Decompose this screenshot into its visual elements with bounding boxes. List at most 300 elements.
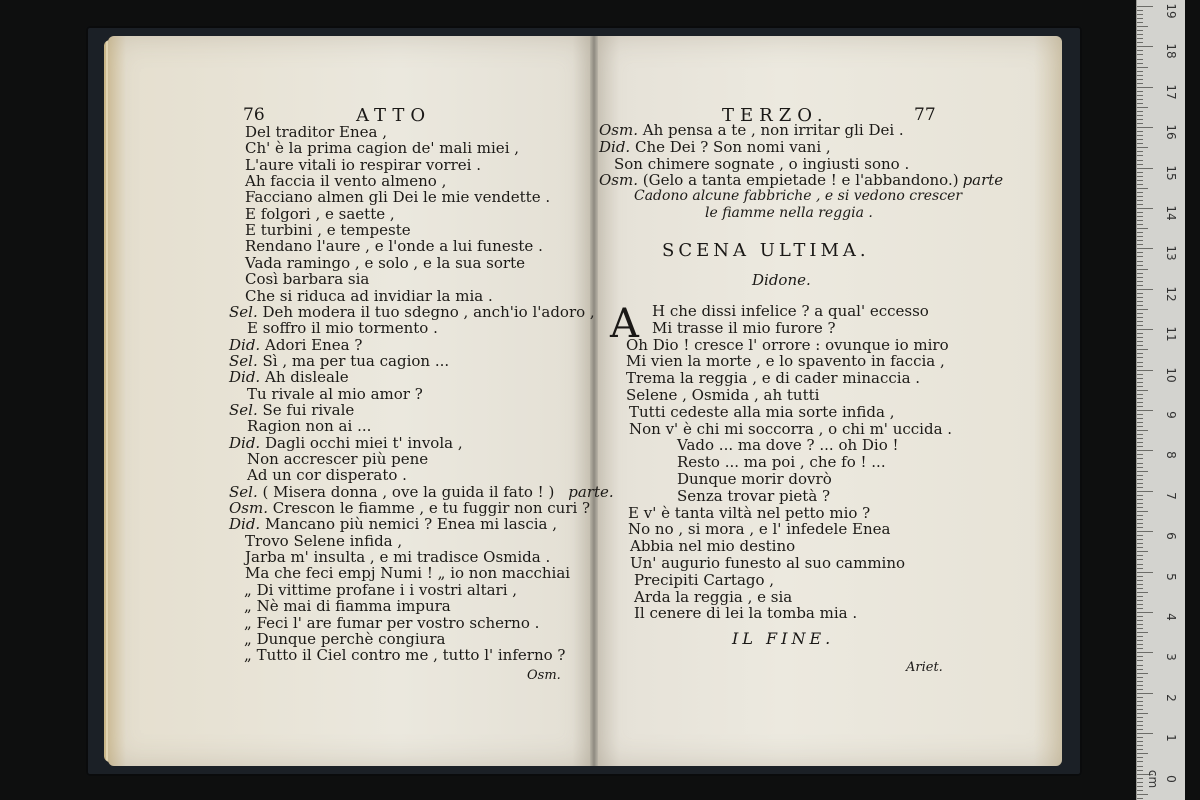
ruler-tick xyxy=(1137,749,1143,750)
verse-line: Oh Dio ! cresce l' orrore : ovunque io miro xyxy=(626,335,949,354)
ruler-tick xyxy=(1137,273,1143,274)
line-text: Tutto il Ciel contro me , tutto l' inferno ? xyxy=(256,646,566,665)
ruler-tick xyxy=(1137,386,1143,387)
ruler-tick xyxy=(1137,753,1148,754)
finis: IL FINE. xyxy=(732,629,835,648)
ruler-tick xyxy=(1137,669,1143,670)
ruler-number: 7 xyxy=(1164,491,1178,500)
ruler-tick xyxy=(1137,277,1143,278)
left-text-line xyxy=(245,173,446,189)
verse-line: Trema la reggia , e di cader minaccia . xyxy=(626,369,921,388)
ruler-tick xyxy=(1137,616,1143,617)
speaker-label: Osm. xyxy=(599,171,638,189)
left-text-line xyxy=(245,271,369,287)
ruler-tick xyxy=(1137,761,1143,762)
ruler-tick xyxy=(1137,71,1143,72)
ruler-tick xyxy=(1137,555,1143,556)
ruler-number: 8 xyxy=(1164,451,1178,460)
ruler-tick xyxy=(1137,374,1143,375)
left-text-line xyxy=(247,386,423,402)
ruler-tick xyxy=(1137,18,1143,19)
verse-line: Arda la reggia , e sia xyxy=(634,587,793,606)
ruler-tick xyxy=(1137,535,1143,536)
ruler-tick xyxy=(1137,422,1143,423)
left-text-line xyxy=(245,533,402,549)
left-running-head: ATTO xyxy=(356,105,432,126)
ruler-tick xyxy=(1137,701,1143,702)
ruler-tick xyxy=(1137,42,1143,43)
ruler-tick xyxy=(1137,14,1143,15)
ruler-tick xyxy=(1137,487,1143,488)
verse-line: Precipiti Cartago , xyxy=(634,570,775,589)
ruler-tick xyxy=(1137,261,1143,262)
line-text: Non accrescer più pene xyxy=(247,450,429,468)
quote-mark: „ xyxy=(244,646,252,665)
ruler-tick xyxy=(1137,612,1153,613)
ruler-tick xyxy=(1137,766,1143,767)
line-text: E turbini , e tempeste xyxy=(245,221,411,240)
verse-line: H che dissi infelice ? a qual' eccesso xyxy=(652,302,929,320)
ruler-tick xyxy=(1137,147,1148,148)
ruler-tick xyxy=(1137,91,1143,92)
ruler-tick xyxy=(1137,442,1143,443)
left-text-line xyxy=(229,500,590,516)
line-text: E soffro il mio tormento . xyxy=(247,319,438,338)
ruler-tick xyxy=(1137,757,1143,758)
ruler-number: 2 xyxy=(1164,693,1178,702)
verse-line: Tutti cedeste alla mia sorte infida , xyxy=(629,402,895,421)
quote-mark: „ xyxy=(244,629,252,648)
ruler-tick xyxy=(1137,507,1143,508)
verse-line: Abbia nel mio destino xyxy=(630,537,796,556)
ruler-tick xyxy=(1137,418,1143,419)
speaker-label: Osm. xyxy=(229,499,268,518)
verse-line: Mi vien la morte , e lo spavento in faccia , xyxy=(626,352,945,371)
line-text: ( Misera donna , ove la guida il fato ! ) xyxy=(262,482,555,501)
ruler-number: 14 xyxy=(1164,205,1178,221)
ruler-tick xyxy=(1137,155,1143,156)
ruler-tick xyxy=(1137,721,1143,722)
ruler-tick xyxy=(1137,458,1143,459)
ruler-tick xyxy=(1137,673,1148,674)
line-text: Dunque perchè congiura xyxy=(256,629,446,648)
ruler-tick xyxy=(1137,531,1153,532)
ruler-tick xyxy=(1137,693,1153,694)
ruler-tick xyxy=(1137,733,1153,734)
ruler-tick xyxy=(1137,337,1143,338)
ruler-tick xyxy=(1137,281,1143,282)
speaker-label: Did. xyxy=(229,368,261,387)
line-text: Ad un cor disperato . xyxy=(247,466,407,485)
line-text: Che si riduca ad invidiar la mia . xyxy=(245,286,493,305)
speaker-label: Did. xyxy=(229,515,261,534)
ruler-tick xyxy=(1137,325,1143,326)
ruler-tick xyxy=(1137,644,1143,645)
ruler-number: 10 xyxy=(1164,366,1178,383)
ruler-tick xyxy=(1137,786,1143,787)
left-text-line xyxy=(245,549,550,565)
left-text-line xyxy=(244,631,445,647)
ruler-tick xyxy=(1137,317,1143,318)
right-page-number: 77 xyxy=(914,105,936,125)
ruler-tick xyxy=(1137,382,1143,383)
ruler-tick xyxy=(1137,321,1143,322)
ruler-tick xyxy=(1137,333,1143,334)
line-text: Ma che feci empj Numi ! „ io non macchiai xyxy=(245,564,571,583)
line-text: Di vittime profane i i vostri altari , xyxy=(256,580,518,599)
left-text-line xyxy=(247,418,371,434)
line-text: Ragion non ai ... xyxy=(247,417,372,436)
line-text: Tu rivale al mio amor ? xyxy=(247,384,423,403)
ruler-tick xyxy=(1137,168,1153,169)
ruler-tick xyxy=(1137,592,1148,593)
speaker-label: Osm. xyxy=(599,121,638,139)
ruler-tick xyxy=(1137,30,1143,31)
line-text: Ch' è la prima cagion de' mali miei , xyxy=(245,139,520,158)
ruler-tick xyxy=(1137,151,1143,152)
ruler-tick xyxy=(1137,107,1148,108)
ruler-tick xyxy=(1137,309,1148,310)
left-text-line xyxy=(229,304,595,320)
ruler-tick xyxy=(1137,745,1143,746)
line-text: (Gelo a tanta empietade ! e l'abbandono.) xyxy=(642,171,959,189)
ruler-tick xyxy=(1137,632,1148,633)
ruler-tick xyxy=(1137,398,1143,399)
ruler-tick xyxy=(1137,248,1153,249)
ruler-tick xyxy=(1137,192,1143,193)
ruler-tick xyxy=(1137,224,1143,225)
left-text-line xyxy=(229,484,614,500)
line-text: Sì , ma per tua cagion ... xyxy=(262,351,450,370)
ruler-number: 9 xyxy=(1164,411,1178,419)
ruler-tick xyxy=(1137,665,1143,666)
ruler-tick xyxy=(1137,216,1143,217)
ruler-tick xyxy=(1137,103,1143,104)
ruler-tick xyxy=(1137,220,1143,221)
ruler-number: 6 xyxy=(1164,532,1178,540)
ruler-tick xyxy=(1137,572,1153,573)
ruler-tick xyxy=(1137,446,1143,447)
ruler-tick xyxy=(1137,543,1143,544)
ruler-tick xyxy=(1137,115,1143,116)
ruler-tick xyxy=(1137,196,1143,197)
ruler-tick xyxy=(1137,297,1143,298)
ruler-tick xyxy=(1137,495,1143,496)
ruler-tick xyxy=(1137,527,1143,528)
ruler-tick xyxy=(1137,75,1143,76)
line-text: Jarba m' insulta , e mi tradisce Osmida . xyxy=(245,548,551,567)
ruler-tick xyxy=(1137,390,1148,391)
ruler-tick xyxy=(1137,600,1143,601)
line-text: Facciano almen gli Dei le mie vendette . xyxy=(245,188,551,207)
verse-line: Dunque morir dovrò xyxy=(677,470,832,488)
verse-line: Resto ... ma poi , che fo ! ... xyxy=(677,453,886,472)
line-text: Che Dei ? Son nomi vani , xyxy=(634,138,831,156)
left-text-line xyxy=(229,402,354,418)
ruler-tick xyxy=(1137,588,1143,589)
line-text: Crescon le fiamme , e tu fuggir non curi ? xyxy=(272,499,591,518)
ruler-tick xyxy=(1137,301,1143,302)
left-text-line xyxy=(245,238,543,254)
ruler-tick xyxy=(1137,240,1143,241)
ruler-tick xyxy=(1137,208,1153,209)
left-text-line xyxy=(247,451,428,467)
ruler-tick xyxy=(1137,511,1148,512)
line-text: Così barbara sia xyxy=(245,270,370,289)
ruler-tick xyxy=(1137,285,1143,286)
ruler-tick xyxy=(1137,608,1143,609)
ruler-tick xyxy=(1137,232,1143,233)
ruler-tick xyxy=(1137,176,1143,177)
ruler-tick xyxy=(1137,99,1143,100)
quote-mark: „ xyxy=(244,613,252,632)
ruler-tick xyxy=(1137,305,1143,306)
ruler-tick xyxy=(1137,172,1143,173)
line-text: Son chimere sognate , o ingiusti sono . xyxy=(614,155,910,173)
measurement-ruler xyxy=(1136,0,1185,800)
line-text: Ah disleale xyxy=(264,368,349,387)
ruler-tick xyxy=(1137,685,1143,686)
ruler-tick xyxy=(1137,770,1143,771)
ruler-tick xyxy=(1137,200,1143,201)
ruler-tick xyxy=(1137,362,1143,363)
line-text: Deh modera il tuo sdegno , anch'io l'adoro , xyxy=(262,302,595,321)
ruler-tick xyxy=(1137,236,1143,237)
line-text: Vada ramingo , e solo , e la sua sorte xyxy=(245,253,525,272)
ruler-tick xyxy=(1137,725,1143,726)
stage-direction-line-2: le fiamme nella reggia . xyxy=(705,205,873,221)
line-text: Nè mai di fiamma impura xyxy=(256,597,451,616)
ruler-tick xyxy=(1137,778,1143,779)
verse-line: E v' è tanta viltà nel petto mio ? xyxy=(628,503,871,522)
ruler-tick xyxy=(1137,620,1143,621)
ruler-tick xyxy=(1137,551,1148,552)
line-text: Mancano più nemici ? Enea mi lascia , xyxy=(264,515,558,534)
line-text: L'aure vitali io respirar vorrei . xyxy=(245,155,481,174)
ruler-tick xyxy=(1137,164,1143,165)
left-text-line xyxy=(245,157,481,173)
ruler-tick xyxy=(1137,212,1143,213)
ruler-tick xyxy=(1137,463,1143,464)
ruler-number: 13 xyxy=(1164,245,1178,262)
ruler-tick xyxy=(1137,426,1143,427)
ruler-tick xyxy=(1137,131,1143,132)
ruler-tick xyxy=(1137,652,1153,653)
ruler-unit: cm xyxy=(1146,769,1160,789)
left-text-line xyxy=(244,598,451,614)
ruler-tick xyxy=(1137,576,1143,577)
stage-aside: parte. xyxy=(568,482,614,501)
ruler-number: 11 xyxy=(1164,326,1178,342)
ruler-tick xyxy=(1137,349,1148,350)
ruler-tick xyxy=(1137,87,1153,88)
ruler-tick xyxy=(1137,357,1143,358)
left-catchword: Osm. xyxy=(527,668,561,683)
ruler-tick xyxy=(1137,135,1143,136)
ruler-tick xyxy=(1137,402,1143,403)
ruler-tick xyxy=(1137,475,1143,476)
ruler-tick xyxy=(1137,370,1153,371)
book-gutter xyxy=(590,36,598,766)
ruler-tick xyxy=(1137,798,1143,799)
speaker-label: Sel. xyxy=(229,302,258,321)
drop-cap: A xyxy=(610,301,639,347)
line-text: Ah pensa a te , non irritar gli Dei . xyxy=(642,121,904,139)
left-text-line xyxy=(244,582,517,598)
scene-title: SCENA ULTIMA. xyxy=(662,240,870,261)
line-text: Ah faccia il vento almeno , xyxy=(245,172,447,191)
ruler-tick xyxy=(1137,559,1143,560)
ruler-tick xyxy=(1137,414,1143,415)
ruler-tick xyxy=(1137,580,1143,581)
ruler-tick xyxy=(1137,79,1143,80)
ruler-number: 19 xyxy=(1164,3,1178,19)
left-text-line xyxy=(245,189,550,205)
ruler-tick xyxy=(1137,293,1143,294)
right-dialogue-line xyxy=(599,122,904,138)
left-text-line xyxy=(244,615,539,631)
quote-mark: „ xyxy=(244,597,252,616)
right-catchword: Ariet. xyxy=(906,660,943,675)
verse-line: Non v' è chi mi soccorra , o chi m' uccida . xyxy=(629,419,953,438)
left-text-line xyxy=(245,124,387,140)
ruler-tick xyxy=(1137,394,1143,395)
line-text: Trovo Selene infida , xyxy=(245,531,403,550)
stage-direction-line-1: Cadono alcune fabbriche , e si vedono crescer xyxy=(634,188,963,204)
ruler-tick xyxy=(1137,353,1143,354)
ruler-tick xyxy=(1137,366,1143,367)
verse-line: No no , si mora , e l' infedele Enea xyxy=(628,520,891,539)
ruler-tick xyxy=(1137,256,1143,257)
ruler-tick xyxy=(1137,717,1143,718)
ruler-number: 12 xyxy=(1164,286,1178,302)
ruler-tick xyxy=(1137,378,1143,379)
ruler-tick xyxy=(1137,345,1143,346)
ruler-number: 17 xyxy=(1164,84,1178,100)
ruler-tick xyxy=(1137,38,1143,39)
ruler-tick xyxy=(1137,454,1143,455)
ruler-tick xyxy=(1137,95,1143,96)
ruler-tick xyxy=(1137,584,1143,585)
verse-line: Senza trovar pietà ? xyxy=(677,486,831,505)
line-text: Rendano l'aure , e l'onde a lui funeste . xyxy=(245,237,543,256)
ruler-tick xyxy=(1137,660,1143,661)
ruler-tick xyxy=(1137,709,1143,710)
ruler-tick xyxy=(1137,499,1143,500)
ruler-tick xyxy=(1137,737,1143,738)
ruler-tick xyxy=(1137,604,1143,605)
ruler-tick xyxy=(1137,628,1143,629)
ruler-tick xyxy=(1137,34,1143,35)
ruler-number: 16 xyxy=(1164,124,1178,140)
ruler-tick xyxy=(1137,67,1148,68)
ruler-tick xyxy=(1137,741,1143,742)
ruler-tick xyxy=(1137,438,1143,439)
speaker-label: Did. xyxy=(599,138,631,156)
ruler-tick xyxy=(1137,265,1143,266)
line-text: Feci l' are fumar per vostro scherno . xyxy=(256,613,540,632)
line-text: Adori Enea ? xyxy=(264,335,363,354)
speaker-label: Sel. xyxy=(229,482,258,501)
verse-line: Il cenere di lei la tomba mia . xyxy=(634,604,858,623)
ruler-tick xyxy=(1137,483,1143,484)
left-text-line xyxy=(247,467,407,483)
ruler-tick xyxy=(1137,204,1143,205)
ruler-tick xyxy=(1137,648,1143,649)
ruler-tick xyxy=(1137,568,1143,569)
ruler-tick xyxy=(1137,547,1143,548)
ruler-tick xyxy=(1137,123,1143,124)
left-text-line xyxy=(247,320,438,336)
ruler-tick xyxy=(1137,188,1148,189)
ruler-tick xyxy=(1137,790,1143,791)
ruler-tick xyxy=(1137,596,1143,597)
ruler-tick xyxy=(1137,127,1153,128)
ruler-number: 4 xyxy=(1164,613,1178,621)
ruler-tick xyxy=(1137,689,1143,690)
left-text-line xyxy=(245,288,493,304)
ruler-tick xyxy=(1137,111,1143,112)
ruler-tick xyxy=(1137,713,1148,714)
ruler-tick xyxy=(1137,471,1148,472)
ruler-number: 3 xyxy=(1164,653,1178,662)
ruler-tick xyxy=(1137,681,1143,682)
left-text-line xyxy=(244,647,565,663)
ruler-number: 1 xyxy=(1164,734,1178,742)
ruler-tick xyxy=(1137,515,1143,516)
ruler-tick xyxy=(1137,59,1143,60)
left-text-line xyxy=(229,435,463,451)
ruler-tick xyxy=(1137,523,1143,524)
ruler-tick xyxy=(1137,252,1143,253)
right-dialogue-line xyxy=(599,172,1003,188)
left-text-line xyxy=(245,255,525,271)
ruler-tick xyxy=(1137,119,1143,120)
left-text-line xyxy=(245,565,570,581)
ruler-tick xyxy=(1137,244,1143,245)
ruler-tick xyxy=(1137,564,1143,565)
verse-line: Selene , Osmida , ah tutti xyxy=(626,386,820,404)
ruler-tick xyxy=(1137,341,1143,342)
line-text: Del traditor Enea , xyxy=(245,123,387,141)
ruler-tick xyxy=(1137,10,1143,11)
ruler-tick xyxy=(1137,636,1143,637)
ruler-tick xyxy=(1137,329,1153,330)
right-dialogue-line xyxy=(614,156,909,172)
ruler-tick xyxy=(1137,782,1143,783)
ruler-number: 15 xyxy=(1164,164,1178,181)
stage-aside: parte xyxy=(962,171,1004,189)
ruler-tick xyxy=(1137,46,1153,47)
ruler-tick xyxy=(1137,539,1143,540)
ruler-tick xyxy=(1137,794,1148,795)
ruler-tick xyxy=(1137,491,1153,492)
left-text-line xyxy=(229,516,557,532)
ruler-tick xyxy=(1137,26,1148,27)
right-running-head: TERZO. xyxy=(722,105,829,126)
left-text-line xyxy=(229,369,349,385)
quote-mark: „ xyxy=(244,580,252,599)
ruler-tick xyxy=(1137,677,1143,678)
verse-line: Mi trasse il mio furore ? xyxy=(652,318,836,337)
ruler-tick xyxy=(1137,184,1143,185)
left-text-line xyxy=(229,337,362,353)
line-text: Se fui rivale xyxy=(262,400,355,419)
line-text: E folgori , e saette , xyxy=(245,204,395,223)
ruler-tick xyxy=(1137,640,1143,641)
ruler-tick xyxy=(1137,269,1148,270)
ruler-number: 0 xyxy=(1164,774,1178,783)
